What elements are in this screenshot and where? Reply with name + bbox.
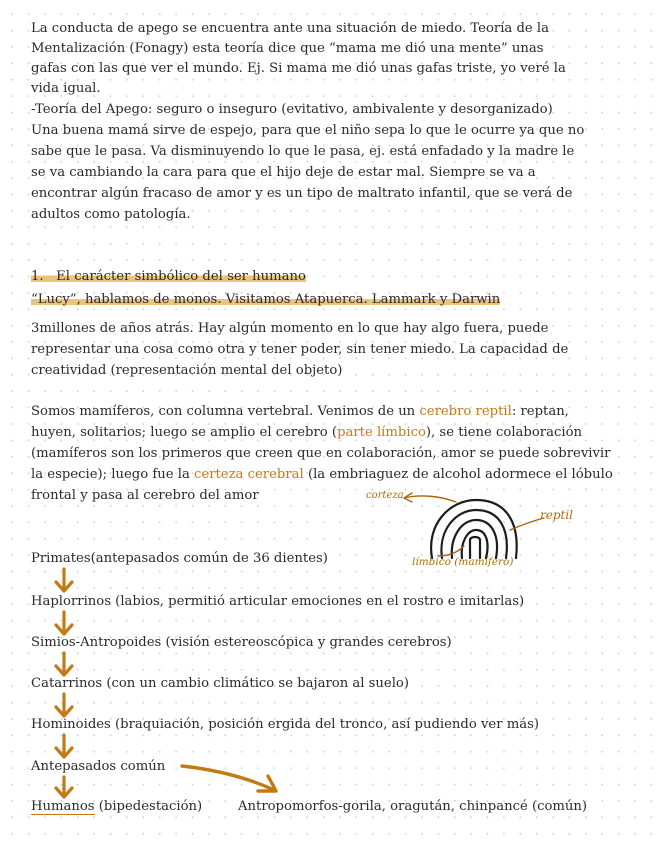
- text-line: vida igual.: [31, 81, 101, 96]
- evolution-haplorrinos: Haplorrinos (labios, permitió articular emociones en el rostro e imitarlas): [31, 594, 525, 609]
- section-number: 1.: [31, 269, 44, 284]
- text-line: La conducta de apego se encuentra ante una situación de miedo. Teoría de la: [31, 21, 549, 36]
- text-segment: Somos mamíferos, con columna vertebral. Venimos de un: [31, 404, 420, 419]
- term-parte-limbico: parte límbico: [337, 425, 426, 440]
- arrow-diagonal-icon: [178, 760, 288, 800]
- arrow-down-icon: [52, 651, 76, 679]
- arrow-down-icon: [52, 610, 76, 638]
- arrow-down-icon: [52, 733, 76, 761]
- evolution-primates: Primates(antepasados común de 36 dientes): [31, 551, 328, 566]
- text-line: se va cambiando la cara para que el hijo deje de estar mal. Siempre se va a: [31, 165, 536, 180]
- text-segment: ), se tiene colaboración: [425, 425, 582, 440]
- text-line: [31, 424, 582, 442]
- text-line: gafas con las que ver el mundo. Ej. Si mama me dió unas gafas triste, yo veré la: [31, 61, 566, 76]
- text-line: 3millones de años atrás. Hay algún momento en lo que hay algo fuera, puede: [31, 321, 549, 336]
- text-line: adultos como patología.: [31, 207, 191, 222]
- section-title: El carácter simbólico del ser humano: [56, 269, 306, 284]
- section-heading: [31, 268, 306, 286]
- arrow-down-icon: [52, 775, 76, 801]
- label-corteza: corteza: [366, 490, 404, 501]
- text-line: [31, 403, 569, 421]
- evolution-hominoides: Hominoides (braquiación, posición ergida del tronco, así pudiendo ver más): [31, 717, 540, 732]
- evolution-antepasados: Antepasados común: [31, 759, 166, 774]
- text-line: Una buena mamá sirve de espejo, para que el niño sepa lo que le ocurre ya que no: [31, 123, 585, 138]
- term-certeza-cerebral: certeza cerebral: [194, 467, 304, 482]
- term-cerebro-reptil: cerebro reptil: [419, 404, 512, 419]
- text-line: encontrar algún fracaso de amor y es un tipo de maltrato infantil, que se verá de: [31, 186, 573, 201]
- label-limbico: límbico (mamífero): [412, 556, 514, 568]
- text-line: sabe que le pasa. Va disminuyendo lo que le pasa, ej. está enfadado y la madre le: [31, 144, 575, 159]
- evolution-humanos-note: (bipedestación): [94, 799, 203, 814]
- text-line: creatividad (representación mental del objeto): [31, 363, 343, 378]
- evolution-catarrinos: Catarrinos (con un cambio climático se bajaron al suelo): [31, 676, 410, 691]
- section-subtitle-text: “Lucy”, hablamos de monos. Visitamos Atapuerca. Lammark y Darwin: [31, 292, 501, 307]
- evolution-humanos: Humanos: [31, 799, 95, 814]
- text-segment: : reptan,: [511, 404, 569, 419]
- arrow-down-icon: [52, 567, 76, 595]
- text-line: Mentalización (Fonagy) esta teoría dice que “mama me dió una mente” unas: [31, 41, 544, 56]
- text-line: frontal y pasa al cerebro del amor: [31, 488, 259, 503]
- text-segment: huyen, solitarios; luego se amplio el cerebro (: [31, 425, 338, 440]
- text-line: (mamíferos son los primeros que creen que en colaboración, amor se puede sobrevivir: [31, 446, 611, 461]
- text-segment: (la embriaguez de alcohol adormece el lóbulo: [303, 467, 613, 482]
- label-reptil: reptil: [540, 508, 574, 522]
- evolution-antropomorfos: Antropomorfos-gorila, oragután, chinpancé (común): [238, 799, 588, 814]
- arrow-down-icon: [52, 692, 76, 720]
- evolution-simios: Simios-Antropoides (visión estereoscópica y grandes cerebros): [31, 635, 452, 650]
- text-line: representar una cosa como otra y tener poder, sin tener miedo. La capacidad de: [31, 342, 569, 357]
- section-subtitle: [31, 291, 500, 309]
- text-segment: la especie); luego fue la: [31, 467, 195, 482]
- text-line: -Teoría del Apego: seguro o inseguro (evitativo, ambivalente y desorganizado): [31, 102, 553, 117]
